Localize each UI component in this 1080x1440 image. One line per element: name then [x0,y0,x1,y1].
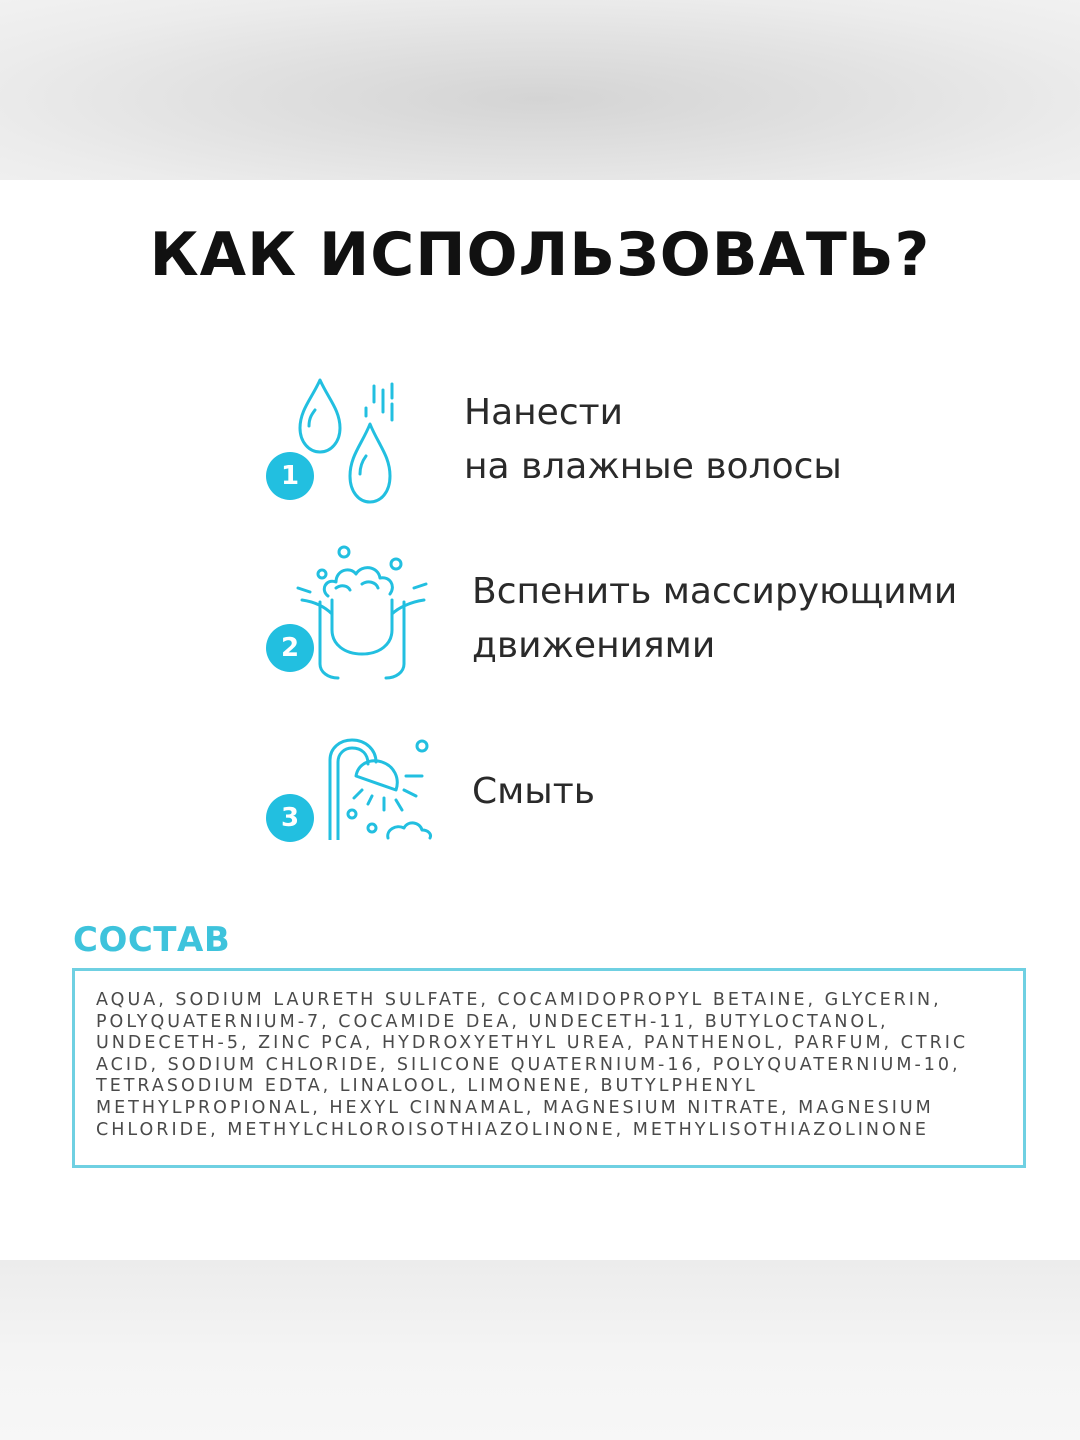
step-1-badge: 1 [266,452,314,500]
composition-text [96,990,1006,1141]
composition-line: CHLORIDE, METHYLCHLOROISOTHIAZOLINONE, METHYLISOTHIAZOLINONE [96,1119,929,1140]
composition-line: UNDECETH-5, ZINC PCA, HYDROXYETHYL UREA, PANTHENOL, PARFUM, CTRIC [96,1033,969,1054]
shower-head-icon [322,736,434,840]
step-2-line-2: движениями [472,625,716,666]
step-3-text [472,765,595,819]
step-3-badge: 3 [266,794,314,842]
step-1-line-2: на влажные волосы [464,446,842,487]
step-2-line-1: Вспенить массирующими [472,571,958,612]
composition-title: СОСТАВ [73,920,231,960]
step-2-text [472,565,957,673]
blurred-bottom-area [0,1260,1080,1440]
composition-line: TETRASODIUM EDTA, LINALOOL, LIMONENE, BUTYLPHENYL [96,1076,758,1097]
page-title: КАК ИСПОЛЬЗОВАТЬ? [149,220,931,290]
composition-line: ACID, SODIUM CHLORIDE, SILICONE QUATERNIUM-16, POLYQUATERNIUM-10, [96,1054,961,1075]
step-3-line-1: Смыть [472,771,595,812]
composition-line: AQUA, SODIUM LAURETH SULFATE, COCAMIDOPROPYL BETAINE, GLYCERIN, [96,990,942,1010]
composition-line: METHYLPROPIONAL, HEXYL CINNAMAL, MAGNESIUM NITRATE, MAGNESIUM [96,1097,934,1118]
step-1-line-1: Нанести [464,392,623,433]
foam-hair-wash-icon [292,544,432,684]
composition-line: POLYQUATERNIUM-7, COCAMIDE DEA, UNDECETH-11, BUTYLOCTANOL, [96,1011,889,1032]
step-2-badge: 2 [266,624,314,672]
blurred-top-area [0,0,1080,180]
step-1-text [464,386,842,494]
